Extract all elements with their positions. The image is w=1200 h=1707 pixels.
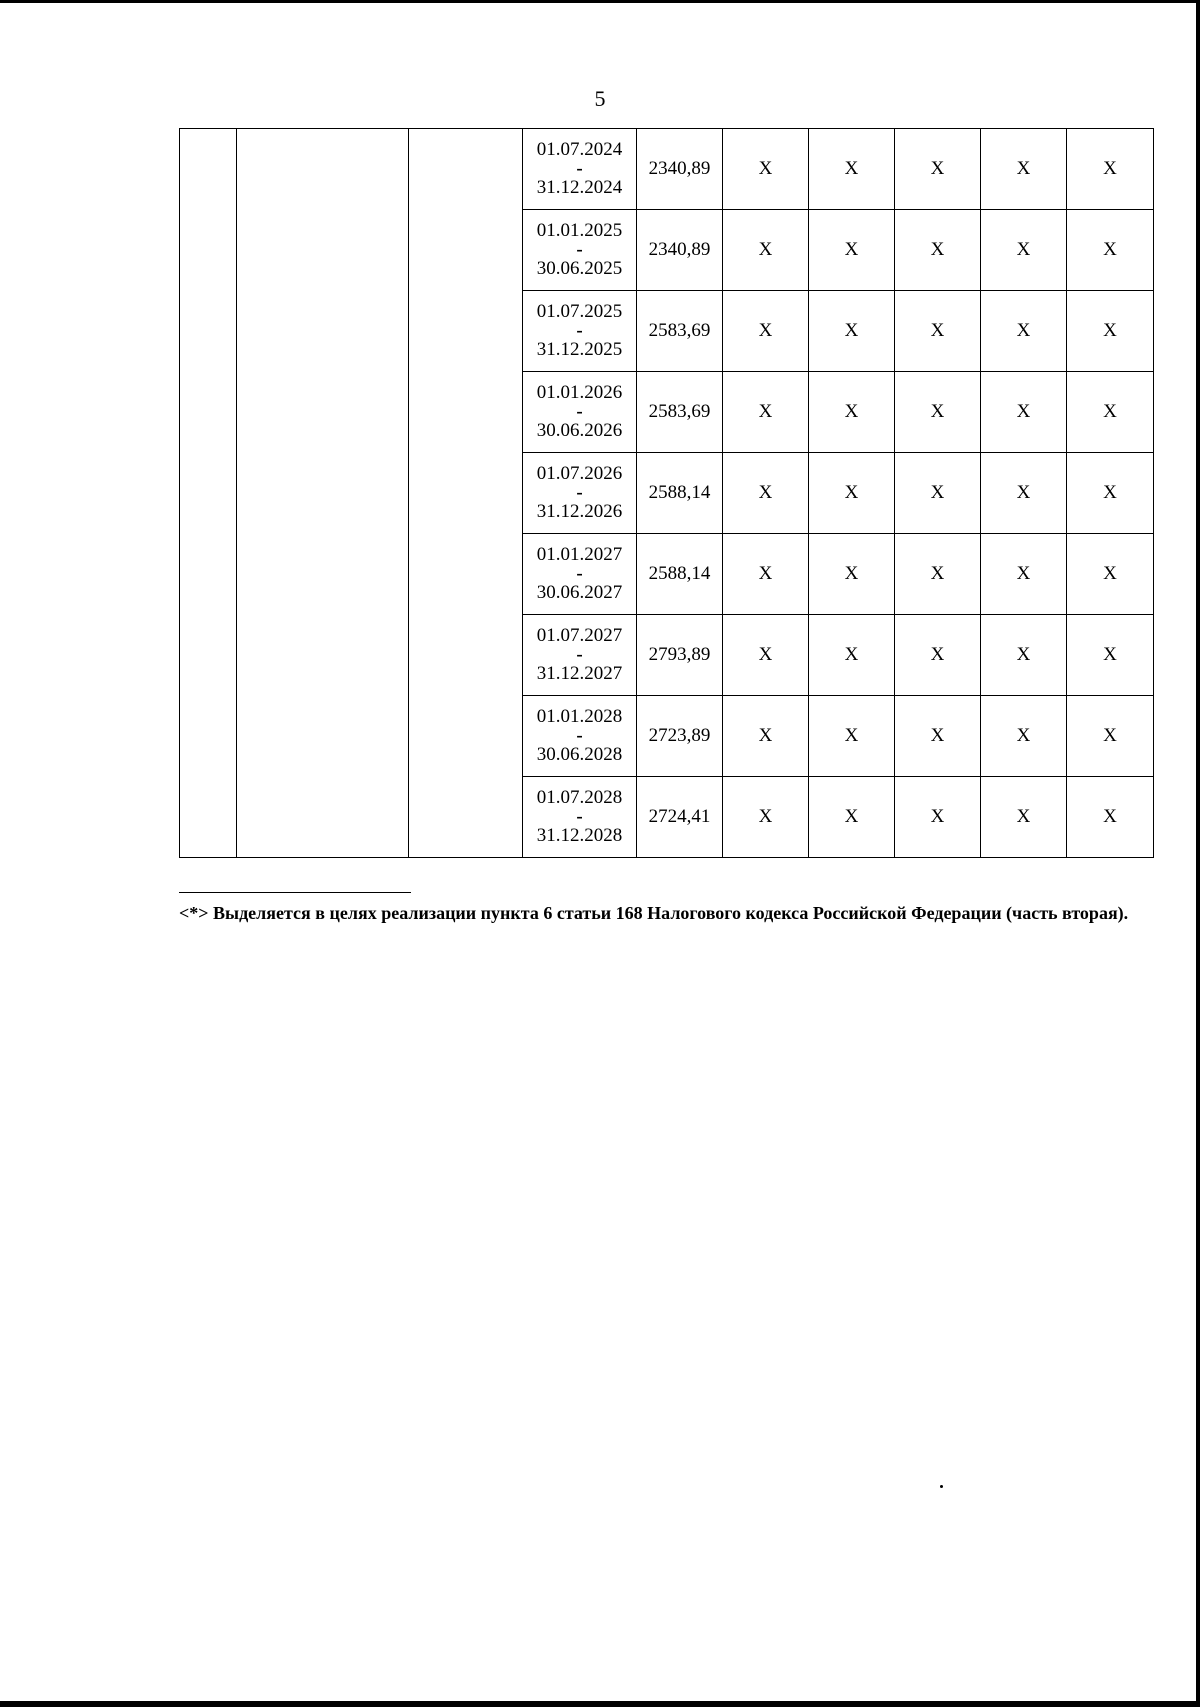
mark-cell: X xyxy=(809,291,895,372)
mark-cell: X xyxy=(723,696,809,777)
period-end: 31.12.2024 xyxy=(536,177,623,198)
scan-edge-bottom xyxy=(0,1701,1200,1707)
period-cell xyxy=(523,129,637,210)
period-separator: - xyxy=(576,806,583,827)
period-separator: - xyxy=(576,158,583,179)
period-start: 01.07.2024 xyxy=(536,139,623,160)
mark-cell: X xyxy=(1067,291,1154,372)
mark-cell: X xyxy=(809,453,895,534)
mark-cell: X xyxy=(895,534,981,615)
mark-cell: X xyxy=(981,615,1067,696)
table-row xyxy=(180,129,1154,210)
mark-cell: X xyxy=(1067,534,1154,615)
mark-cell: X xyxy=(895,453,981,534)
period-cell xyxy=(523,534,637,615)
period-start: 01.07.2025 xyxy=(536,301,623,322)
period-cell xyxy=(523,372,637,453)
period-separator: - xyxy=(576,563,583,584)
mark-cell: X xyxy=(1067,129,1154,210)
tariff-cell: 2793,89 xyxy=(637,615,723,696)
mark-cell: X xyxy=(981,453,1067,534)
period-start: 01.01.2026 xyxy=(536,382,623,403)
tariff-cell: 2724,41 xyxy=(637,777,723,858)
tariff-cell: 2340,89 xyxy=(637,129,723,210)
period-cell xyxy=(523,291,637,372)
mark-cell: X xyxy=(809,534,895,615)
mark-cell: X xyxy=(809,129,895,210)
tariff-cell: 2583,69 xyxy=(637,291,723,372)
mark-cell: X xyxy=(1067,777,1154,858)
mark-cell: X xyxy=(809,777,895,858)
mark-cell: X xyxy=(981,372,1067,453)
mark-cell: X xyxy=(1067,372,1154,453)
period-end: 30.06.2028 xyxy=(536,744,623,765)
period-start: 01.01.2027 xyxy=(536,544,623,565)
mark-cell: X xyxy=(895,210,981,291)
period-start: 01.01.2025 xyxy=(536,220,623,241)
mark-cell: X xyxy=(809,615,895,696)
empty-cell-col2 xyxy=(237,129,409,858)
mark-cell: X xyxy=(723,453,809,534)
period-cell xyxy=(523,453,637,534)
mark-cell: X xyxy=(809,372,895,453)
mark-cell: X xyxy=(895,615,981,696)
mark-cell: X xyxy=(1067,615,1154,696)
footnote-text: <*> Выделяется в целях реализации пункта 6 статьи 168 Налогового кодекса Российской Федерации (часть вторая). xyxy=(179,903,1129,923)
period-end: 30.06.2025 xyxy=(536,258,623,279)
period-separator: - xyxy=(576,239,583,260)
page-number-text: 5 xyxy=(594,86,606,111)
period-separator: - xyxy=(576,644,583,665)
mark-cell: X xyxy=(1067,696,1154,777)
scan-speck xyxy=(940,1485,943,1488)
period-end: 31.12.2026 xyxy=(536,501,623,522)
mark-cell: X xyxy=(723,291,809,372)
tariff-cell: 2583,69 xyxy=(637,372,723,453)
period-end: 30.06.2027 xyxy=(536,582,623,603)
tariff-cell: 2723,89 xyxy=(637,696,723,777)
mark-cell: X xyxy=(895,372,981,453)
mark-cell: X xyxy=(1067,453,1154,534)
mark-cell: X xyxy=(809,696,895,777)
scan-edge-top xyxy=(0,0,1200,3)
mark-cell: X xyxy=(981,534,1067,615)
mark-cell: X xyxy=(981,129,1067,210)
scan-edge-right xyxy=(1196,0,1200,1707)
period-end: 31.12.2027 xyxy=(536,663,623,684)
period-cell xyxy=(523,615,637,696)
mark-cell: X xyxy=(895,696,981,777)
period-cell xyxy=(523,777,637,858)
mark-cell: X xyxy=(723,129,809,210)
period-cell xyxy=(523,696,637,777)
period-cell xyxy=(523,210,637,291)
period-separator: - xyxy=(576,401,583,422)
mark-cell: X xyxy=(981,777,1067,858)
tariff-table xyxy=(179,128,1154,858)
page-number xyxy=(0,86,1200,112)
table-body xyxy=(180,129,1154,858)
period-end: 31.12.2025 xyxy=(536,339,623,360)
period-separator: - xyxy=(576,320,583,341)
period-start: 01.07.2028 xyxy=(536,787,623,808)
mark-cell: X xyxy=(723,372,809,453)
mark-cell: X xyxy=(895,777,981,858)
footnote-separator xyxy=(179,892,411,893)
mark-cell: X xyxy=(723,534,809,615)
empty-cell-col3 xyxy=(409,129,523,858)
mark-cell: X xyxy=(981,210,1067,291)
mark-cell: X xyxy=(1067,210,1154,291)
mark-cell: X xyxy=(981,696,1067,777)
period-separator: - xyxy=(576,725,583,746)
period-end: 30.06.2026 xyxy=(536,420,623,441)
tariff-cell: 2340,89 xyxy=(637,210,723,291)
mark-cell: X xyxy=(809,210,895,291)
period-separator: - xyxy=(576,482,583,503)
mark-cell: X xyxy=(981,291,1067,372)
period-start: 01.07.2027 xyxy=(536,625,623,646)
tariff-cell: 2588,14 xyxy=(637,534,723,615)
mark-cell: X xyxy=(895,129,981,210)
mark-cell: X xyxy=(723,615,809,696)
empty-cell-col1 xyxy=(180,129,237,858)
period-start: 01.01.2028 xyxy=(536,706,623,727)
tariff-cell: 2588,14 xyxy=(637,453,723,534)
period-end: 31.12.2028 xyxy=(536,825,623,846)
mark-cell: X xyxy=(895,291,981,372)
period-start: 01.07.2026 xyxy=(536,463,623,484)
mark-cell: X xyxy=(723,210,809,291)
mark-cell: X xyxy=(723,777,809,858)
